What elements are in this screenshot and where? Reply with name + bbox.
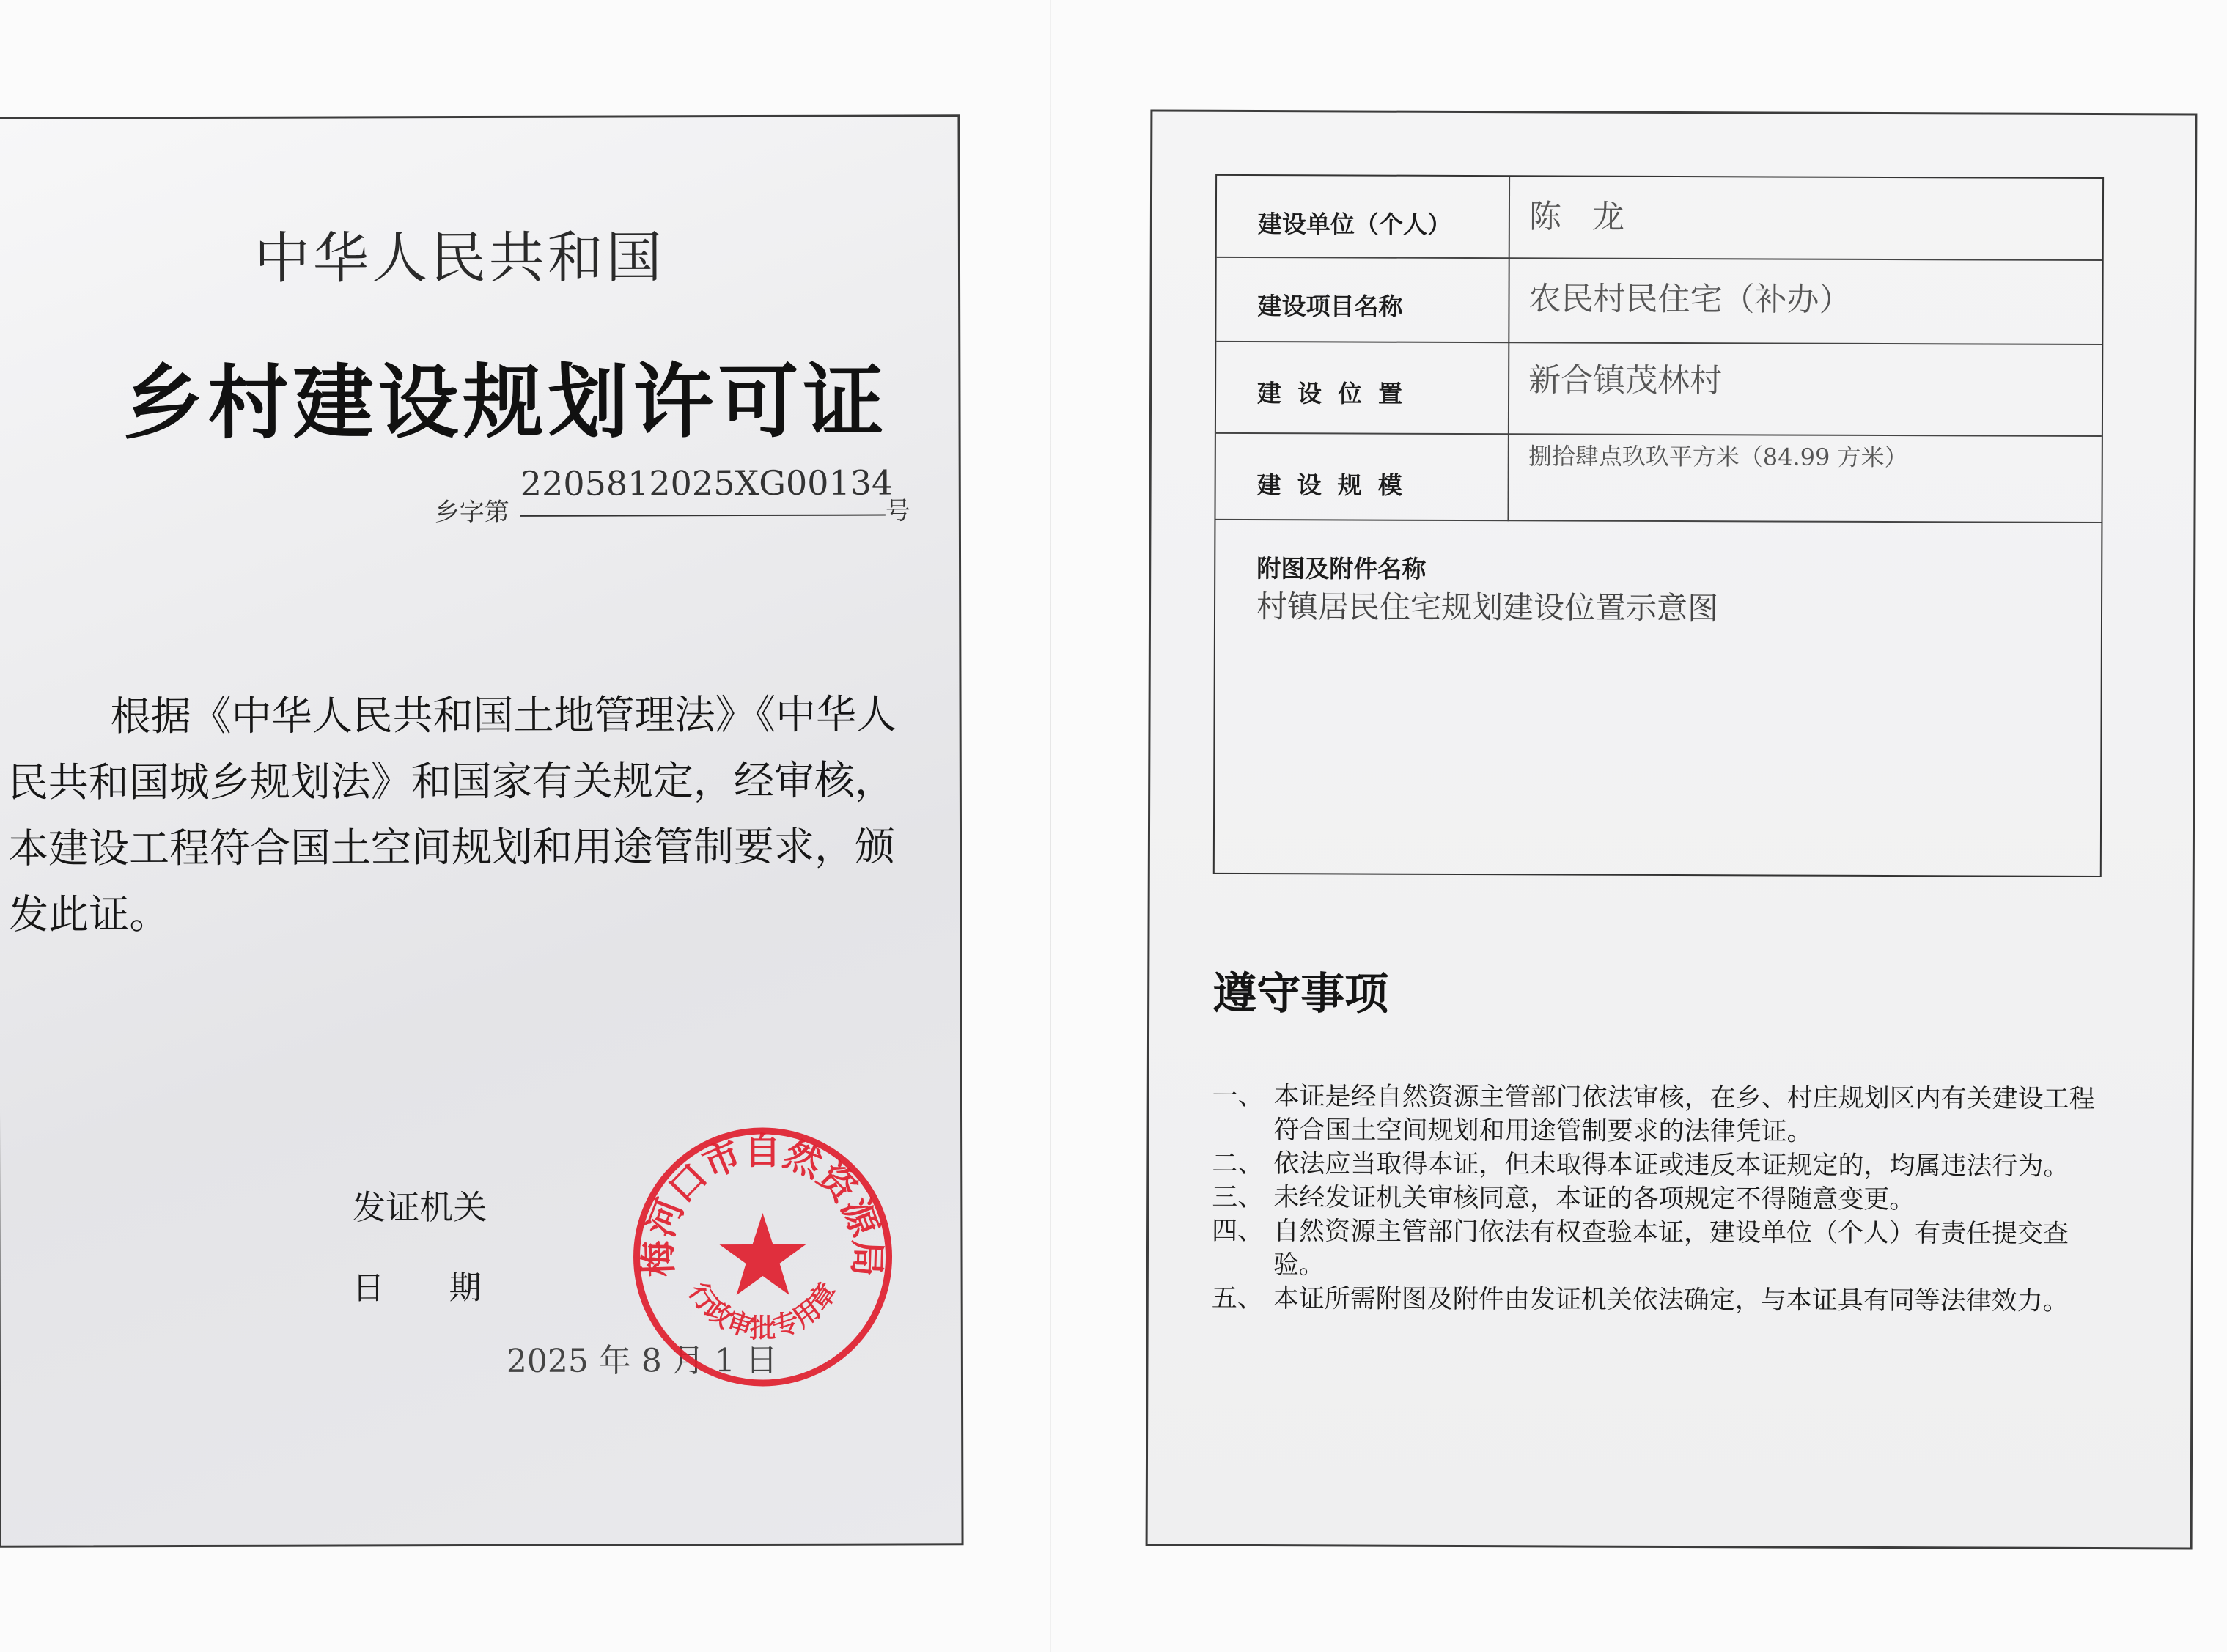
seal-top-text: 梅河口市自然资源局 [636,1129,889,1278]
list-item [1212,1147,2113,1184]
permit-number-underline [520,515,886,517]
rule-number: 三、 [1212,1182,1264,1213]
list-item [1212,1080,2113,1150]
issue-date: 2025 年 8 月 1 日 [506,1341,778,1380]
rule-number: 四、 [1212,1216,1264,1247]
table-row [1217,176,2102,261]
row-value-builder: 陈 龙 [1528,198,1635,236]
row-label-scale: 建设规模 [1256,471,1418,500]
rule-text: 未经发证机关审核同意，本证的各项规定不得随意变更。 [1273,1183,1915,1215]
certificate-body-text: 根据《中华人民共和国土地管理法》《中华人民共和国城乡规划法》和国家有关规定，经审核，本建设工程符合国土空间规划和用途管制要求，颁发此证。 [7,690,897,938]
date-label: 日 期 [352,1269,482,1308]
row-value-location: 新合镇茂林村 [1528,361,1723,400]
rule-number: 一、 [1212,1081,1264,1112]
issuing-authority-label: 发证机关 [352,1187,487,1228]
row-label-location: 建设位置 [1257,379,1419,408]
rule-number: 二、 [1212,1148,1264,1179]
official-seal-icon [627,1121,899,1393]
list-item [1212,1181,2113,1217]
table-row [1216,342,2102,437]
permit-number: 2205812025XG00134 [520,462,894,504]
row-label-builder: 建设单位（个人） [1257,210,1451,239]
rule-text: 本证是经自然资源主管部门依法审核，在乡、村庄规划区内有关建设工程符合国土空间规划和用途管制要求的法律凭证。 [1273,1082,2095,1147]
rule-text: 本证所需附图及附件由发证机关依法确定，与本证具有同等法律效力。 [1273,1284,2069,1316]
rules-heading: 遵守事项 [1212,967,1389,1020]
rule-number: 五、 [1211,1283,1263,1314]
row-label-project-name: 建设项目名称 [1257,292,1403,321]
svg-text:行政审批专用章 [682,1277,844,1343]
certificate-cover-page [0,114,964,1547]
center-fold [1050,0,1051,1652]
list-item [1212,1282,2113,1319]
table-row [1216,258,2102,345]
list-item [1212,1214,2113,1285]
rules-list [1212,1080,2114,1319]
project-info-table [1213,174,2104,877]
rule-text: 依法应当取得本证，但未取得本证或违反本证规定的，均属违法行为。 [1273,1149,2069,1181]
rule-text: 自然资源主管部门依法有权查验本证，建设单位（个人）有责任提交查验。 [1273,1217,2069,1280]
row-value-scale: 捌拾肆点玖玖平方米（84.99 方米） [1528,442,1908,472]
certificate-detail-page [1146,110,2198,1550]
permit-number-prefix: 乡字第 [434,497,509,528]
table-row [1215,434,2101,523]
permit-number-suffix: 号 [885,496,910,526]
certificate-title: 乡村建设规划许可证 [122,354,888,451]
country-name: 中华人民共和国 [254,224,666,291]
seal-bottom-text: 行政审批专用章 [682,1277,844,1344]
attachments-label: 附图及附件名称 [1256,554,1427,583]
attachments-value: 村镇居民住宅规划建设位置示意图 [1256,589,1719,627]
row-value-project-name: 农民村民住宅（补办） [1528,280,1852,319]
